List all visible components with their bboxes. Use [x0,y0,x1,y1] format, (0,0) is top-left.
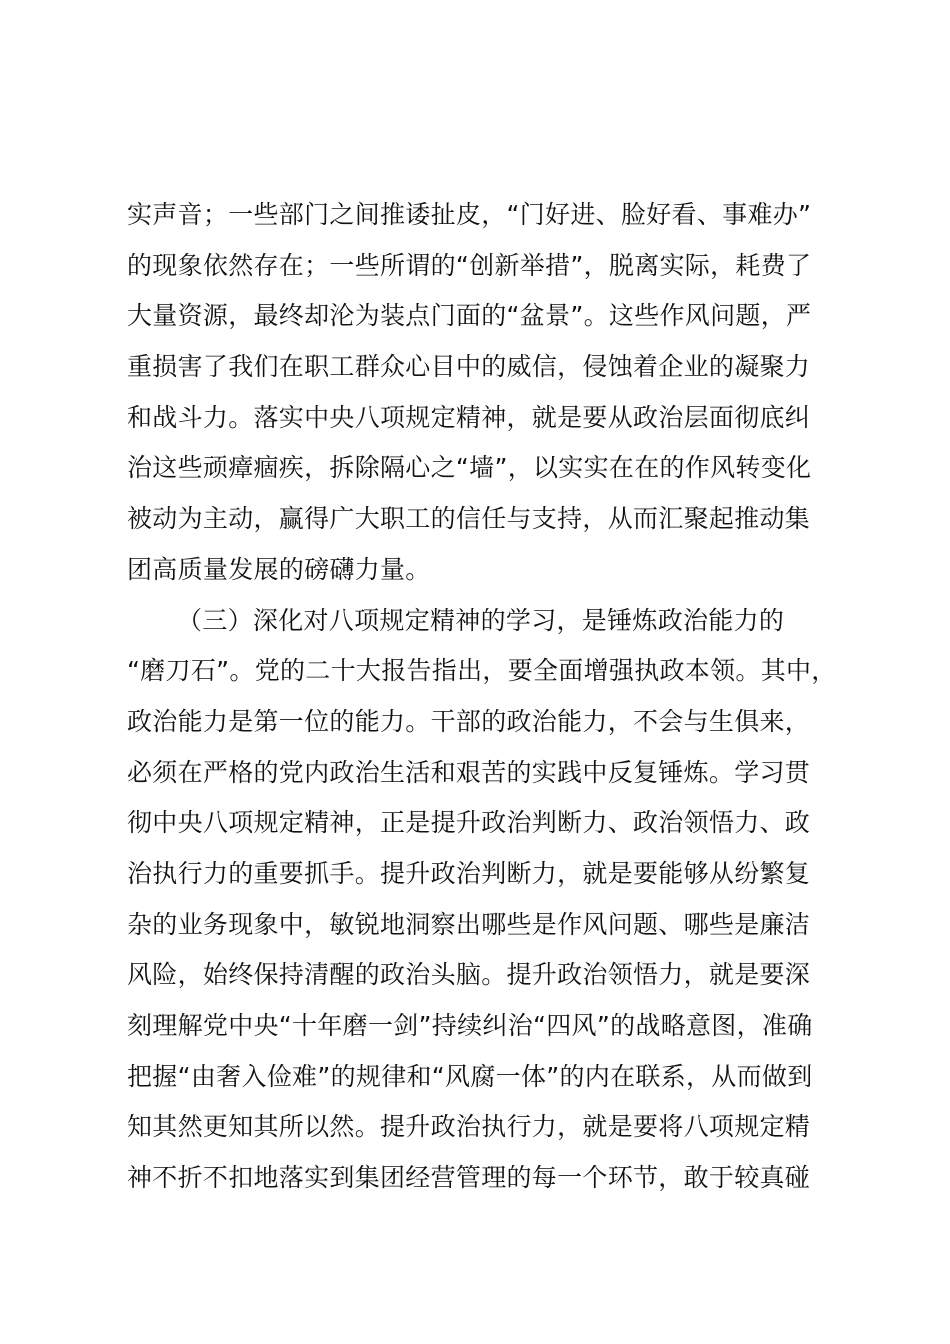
text-line: 治这些顽瘴痼疾，拆除隔心之“墙”，以实实在在的作风转变化 [127,453,812,483]
text-line: 必须在严格的党内政治生活和艰苦的实践中反复锤炼。学习贯 [127,757,811,787]
text-line: 治执行力的重要抓手。提升政治判断力，就是要能够从纷繁复 [127,858,811,888]
text-line: 的现象依然存在；一些所谓的“创新举措”，脱离实际，耗费了 [127,250,812,280]
text-line: 被动为主动，赢得广大职工的信任与支持，从而汇聚起推动集 [127,504,811,534]
text-line: 神不折不扣地落实到集团经营管理的每一个环节，敢于较真碰 [127,1163,811,1193]
text-line: 政治能力是第一位的能力。干部的政治能力，不会与生俱来， [127,706,811,736]
section-heading-line: （三）深化对八项规定精神的学习，是锤炼政治能力的 [177,605,785,635]
text-line: 实声音；一些部门之间推诿扯皮，“门好进、脸好看、事难办” [127,200,812,229]
body-text [127,190,837,1204]
text-line: 把握“由奢入俭难”的规律和“风腐一体”的内在联系，从而做到 [127,1061,813,1091]
text-line: 刻理解党中央“十年磨一剑”持续纠治“四风”的战略意图，准确 [127,1011,813,1040]
text-line: 彻中央八项规定精神，正是提升政治判断力、政治领悟力、政 [127,808,811,838]
text-line: 大量资源，最终却沦为装点门面的“盆景”。这些作风问题，严 [127,301,812,331]
text-line: 重损害了我们在职工群众心目中的威信，侵蚀着企业的凝聚力 [127,352,811,382]
text-line: 杂的业务现象中，敏锐地洞察出哪些是作风问题、哪些是廉洁 [127,909,811,939]
text-line: “磨刀石”。党的二十大报告指出，要全面增强执政本领。其中， [127,656,837,686]
text-line: 团高质量发展的磅礴力量。 [127,554,431,584]
text-line: 和战斗力。落实中央八项规定精神，就是要从政治层面彻底纠 [127,402,811,432]
text-line: 知其然更知其所以然。提升政治执行力，就是要将八项规定精 [127,1112,811,1142]
text-line: 风险，始终保持清醒的政治头脑。提升政治领悟力，就是要深 [127,960,811,990]
